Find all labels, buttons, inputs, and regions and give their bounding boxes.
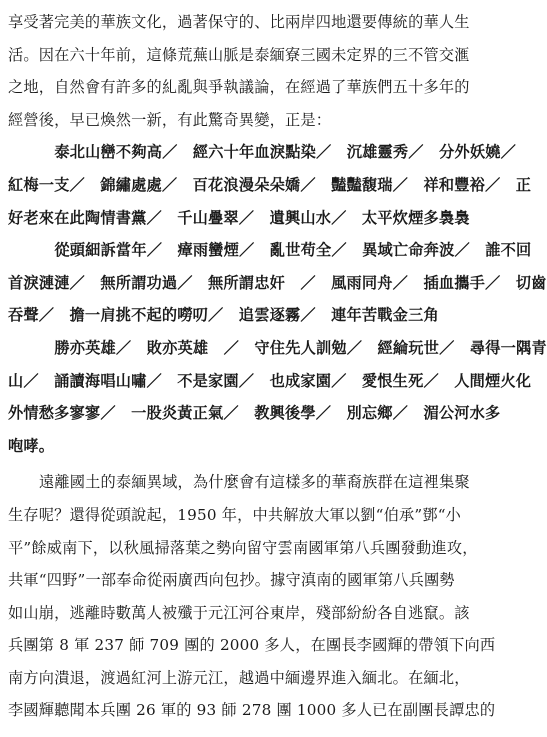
text-line: 如山崩，逃離時數萬人被殲于元江河谷東岸，殘部紛紛各自逃竄。該 <box>8 603 470 622</box>
poem-line: 泰北山巒不夠高／ 經六十年血淚點染／ 沉雄靈秀／ 分外妖嬈／ <box>39 143 517 162</box>
text-line: 平”餘威南下，以秋風掃落葉之勢向留守雲南國軍第八兵團發動進攻， <box>8 538 478 557</box>
text-line: 經營後，早已煥然一新，有此驚奇異變，正是： <box>8 110 332 129</box>
text-line: 兵團第 8 軍 237 師 709 團的 2000 多人，在團長李國輝的帶領下向西 <box>8 636 496 655</box>
text-line: 南方向潰退，渡過紅河上游元江，越過中緬邊界進入緬北。在緬北， <box>8 668 470 687</box>
poem-line: 首淚漣漣／ 無所謂功過／ 無所謂忠奸 ／ 風雨同舟／ 插血攜手／ 切齒 <box>8 273 547 292</box>
text-line: 李國輝聽聞本兵團 26 軍的 93 師 278 團 1000 多人已在副團長譚忠的 <box>8 701 496 720</box>
body-paragraph <box>8 466 496 727</box>
text-line: 享受著完美的華族文化，過著保守的、比兩岸四地還要傳統的華人生 <box>8 13 470 31</box>
poem-line: 好老來在此陶情書黨／ 千山疊翠／ 遺興山水／ 太平炊煙多裊裊 <box>8 208 470 227</box>
poem-line: 勝亦英雄／ 敗亦英雄 ／ 守住先人訓勉／ 經綸玩世／ 尋得一隅青 <box>39 338 547 357</box>
intro-paragraph <box>8 6 470 136</box>
poem-line: 山／ 誦讀海唱山嘯／ 不是家園／ 也成家園／ 愛恨生死／ 人間煙火化 <box>8 371 532 390</box>
text-line: 生存呢？還得從頭說起，1950 年，中共解放大軍以劉“伯承”鄧“小 <box>8 505 462 524</box>
text-line: 共軍“四野”一部奉命從兩廣西向包抄。據守滇南的國軍第八兵團勢 <box>8 571 455 590</box>
poem-line: 紅梅一支／ 錦繡處處／ 百花浪漫朵朵嬌／ 豔豔馥瑞／ 祥和豐裕／ 正 <box>8 175 532 194</box>
poem-line: 從頭細訴當年／ 瘴雨蠻煙／ 亂世苟全／ 異域亡命奔波／ 誰不回 <box>39 241 532 260</box>
text-line: 遠離國土的泰緬異域，為什麼會有這樣多的華裔族群在這裡集聚 <box>39 473 470 492</box>
text-line: 活。因在六十年前，這條荒蕪山脈是泰緬寮三國未定界的三不管交滙 <box>8 45 470 64</box>
poem-line: 外情愁多寥寥／ 一股炎黃正氣／ 教興後學／ 別忘鄉／ 湄公河水多 <box>8 404 501 423</box>
poem-block <box>8 136 547 462</box>
poem-line: 吞聲／ 擔一肩挑不起的嘮叨／ 追雲逐霧／ 連年苦戰金三角 <box>8 306 439 325</box>
text-line: 之地，自然會有許多的糺亂與爭執議論，在經過了華族們五十多年的 <box>8 78 470 97</box>
poem-line: 咆哮。 <box>8 436 55 455</box>
